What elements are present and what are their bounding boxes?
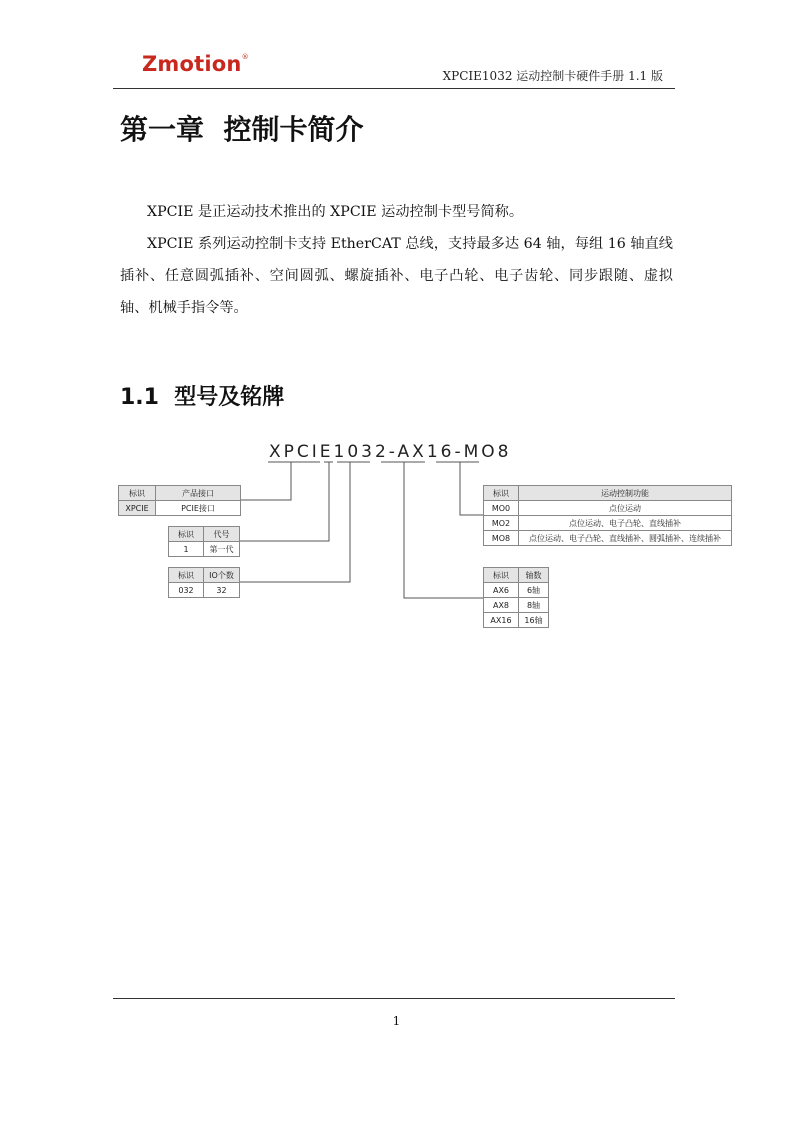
- header-cell: 运动控制功能: [519, 486, 732, 501]
- registered-mark: ®: [241, 53, 249, 61]
- table-cell: MO2: [484, 516, 519, 531]
- header-cell: 轴数: [519, 568, 549, 583]
- table-header-row: [169, 568, 240, 583]
- table-cell: 32: [204, 583, 240, 598]
- table-row: [169, 542, 240, 557]
- table-row: [484, 613, 549, 628]
- function-table: [483, 485, 732, 546]
- header-cell: 代号: [204, 527, 240, 542]
- table-cell: 点位运动: [519, 501, 732, 516]
- axes-table: [483, 567, 549, 628]
- table-cell: MO8: [484, 531, 519, 546]
- table-cell: 8轴: [519, 598, 549, 613]
- connector-interface: [239, 462, 291, 500]
- table-header-row: [169, 527, 240, 542]
- table-cell: 16轴: [519, 613, 549, 628]
- table-row: [484, 501, 732, 516]
- header-cell: 标识: [119, 486, 156, 501]
- table-cell: AX6: [484, 583, 519, 598]
- header-cell: 标识: [169, 527, 204, 542]
- connector-function: [460, 462, 483, 515]
- connector-io: [239, 462, 350, 582]
- io-table: [168, 567, 240, 598]
- table-cell: PCIE接口: [156, 501, 241, 516]
- table-cell: XPCIE: [119, 501, 156, 516]
- page-number: 1: [392, 1014, 401, 1028]
- table-row: [484, 516, 732, 531]
- table-cell: 6轴: [519, 583, 549, 598]
- table-cell: AX16: [484, 613, 519, 628]
- table-cell: 点位运动、电子凸轮、直线插补、圆弧插补、连续插补: [519, 531, 732, 546]
- header-cell: IO个数: [204, 568, 240, 583]
- model-code: XPCIE1032-AX16-MO8: [269, 442, 512, 462]
- table-cell: 032: [169, 583, 204, 598]
- header-title: XPCIE1032 运动控制卡硬件手册 1.1 版: [442, 69, 663, 83]
- header-cell: 产品接口: [156, 486, 241, 501]
- table-header-row: [119, 486, 241, 501]
- table-cell: 点位运动、电子凸轮、直线插补: [519, 516, 732, 531]
- intro-paragraph-2: XPCIE 系列运动控制卡支持 EtherCAT 总线，支持最多达 64 轴，每组 16 轴直线插补、任意圆弧插补、空间圆弧、螺旋插补、电子凸轮、电子齿轮、同步跟随、虚拟轴、机械手指令等。: [120, 236, 673, 316]
- chapter-title: 第一章 控制卡简介: [120, 113, 364, 146]
- generation-table: [168, 526, 240, 557]
- header-cell: 标识: [484, 486, 519, 501]
- table-cell: MO0: [484, 501, 519, 516]
- table-cell: 第一代: [204, 542, 240, 557]
- connector-generation: [239, 462, 329, 541]
- table-row: [119, 501, 241, 516]
- table-header-row: [484, 568, 549, 583]
- table-row: [169, 583, 240, 598]
- header-cell: 标识: [169, 568, 204, 583]
- section-title: 1.1 型号及铭牌: [120, 385, 285, 410]
- table-cell: AX8: [484, 598, 519, 613]
- intro-paragraph-1: XPCIE 是正运动技术推出的 XPCIE 运动控制卡型号简称。: [147, 204, 524, 220]
- interface-table: [118, 485, 241, 516]
- table-cell: 1: [169, 542, 204, 557]
- footer-divider: [113, 998, 675, 999]
- connector-axes: [404, 462, 483, 598]
- header-cell: 标识: [484, 568, 519, 583]
- table-header-row: [484, 486, 732, 501]
- logo-text: Zmotion: [142, 52, 242, 76]
- table-row: [484, 583, 549, 598]
- table-row: [484, 531, 732, 546]
- table-row: [484, 598, 549, 613]
